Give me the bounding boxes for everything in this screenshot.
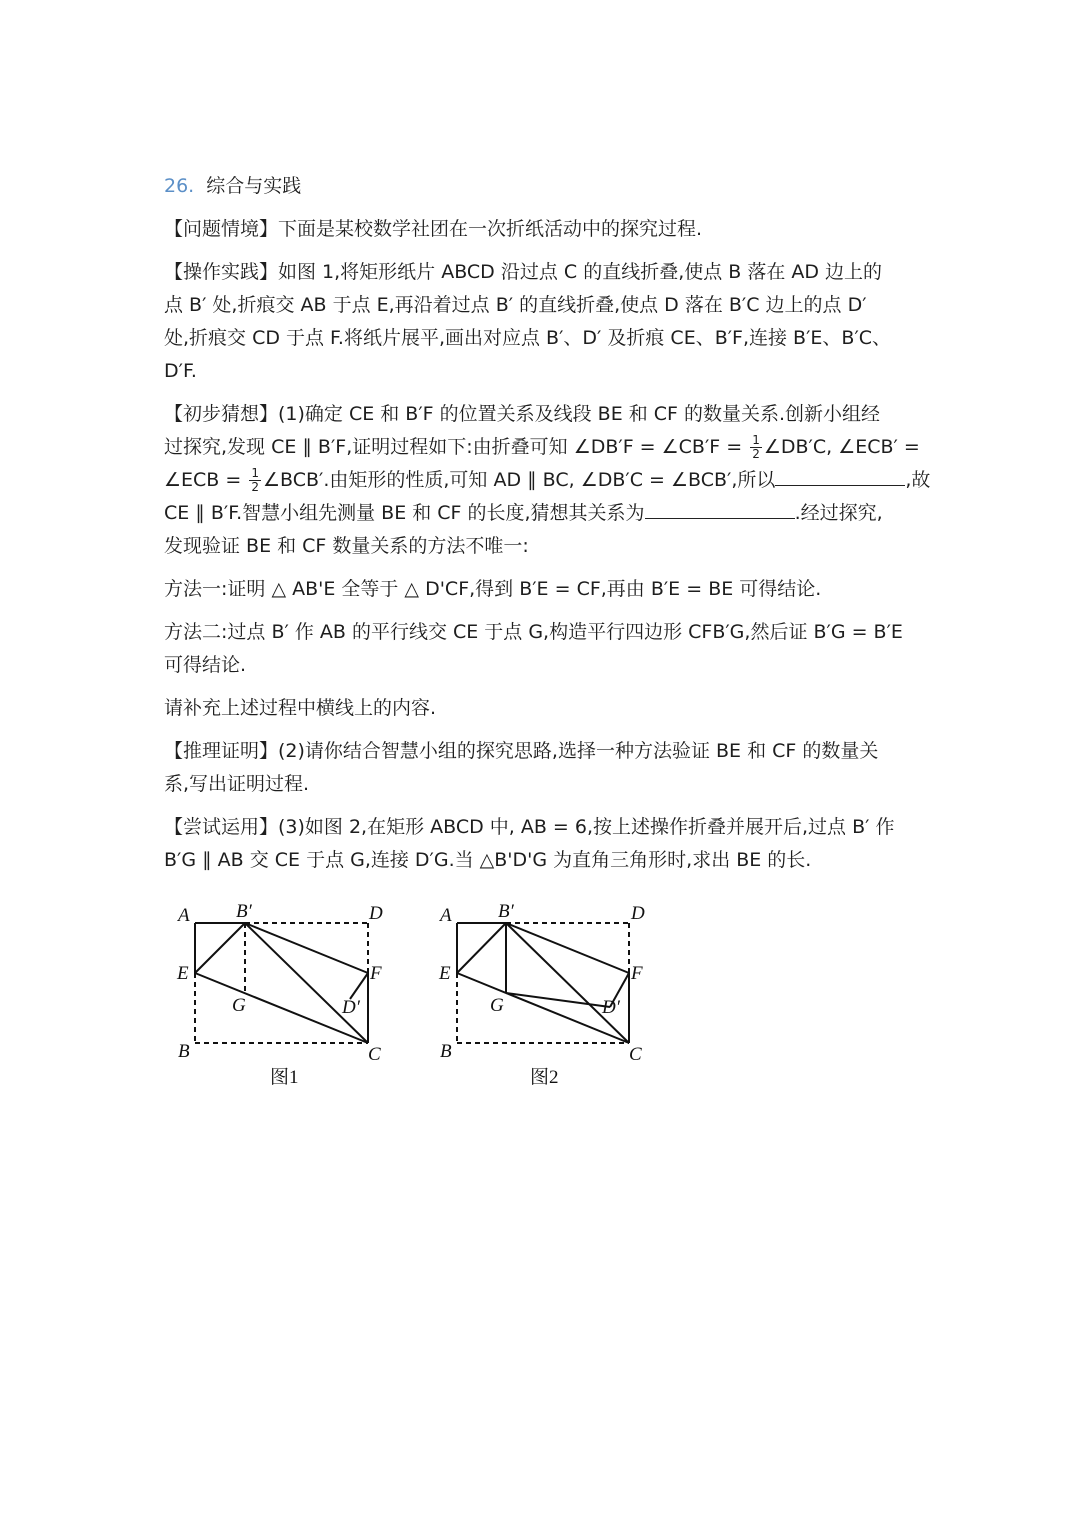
text-line: 点 B′ 处,折痕交 AB 于点 E,再沿着过点 B′ 的直线折叠,使点 D 落在 B′C 边上的点 D′ xyxy=(164,294,867,316)
fill-instruction xyxy=(164,692,924,725)
caption-figure-2: 图2 xyxy=(530,1067,559,1088)
figures xyxy=(170,895,670,1095)
text-line: 请补充上述过程中横线上的内容. xyxy=(164,697,437,719)
question-header xyxy=(164,170,924,203)
text-line: 【操作实践】如图 1,将矩形纸片 ABCD 沿过点 C 的直线折叠,使点 B 落在 AD 边上的 xyxy=(164,261,883,283)
label-C: C xyxy=(368,1044,381,1065)
initial-conjecture xyxy=(164,398,931,563)
label-E: E xyxy=(177,963,189,984)
label-F: F xyxy=(631,963,643,984)
text-segment: CE ∥ B′F.智慧小组先测量 BE 和 CF 的长度,猜想其关系为 xyxy=(164,502,645,524)
answer-blank-2[interactable] xyxy=(645,498,795,519)
segment-EB1 xyxy=(195,923,245,973)
figure-1 xyxy=(195,923,368,1043)
question-body xyxy=(164,170,931,887)
label-D-prime: D′ xyxy=(602,997,620,1018)
text-line: 处,折痕交 CD 于点 F.将纸片展平,画出对应点 B′、D′ 及折痕 CE、B′F,连接 B′E、B′C、 xyxy=(164,327,892,349)
label-B-prime: B′ xyxy=(498,901,514,922)
try-application xyxy=(164,811,924,877)
geometry-figures xyxy=(170,895,670,1095)
label-A: A xyxy=(440,905,452,926)
operation-practice xyxy=(164,256,924,388)
text-line xyxy=(164,464,931,497)
text-line: 方法一:证明 △ AB'E 全等于 △ D'CF,得到 B′E = CF,再由 B′E = BE 可得结论. xyxy=(164,578,822,600)
segment-B1C xyxy=(506,923,629,1043)
segment-B1C xyxy=(245,923,368,1043)
fraction-denominator: 2 xyxy=(752,447,760,461)
text-line xyxy=(164,497,924,530)
fraction-numerator: 1 xyxy=(752,433,760,447)
text-line: 【推理证明】(2)请你结合智慧小组的探究思路,选择一种方法验证 BE 和 CF 的数量关 xyxy=(164,740,879,762)
segment-B1F xyxy=(245,923,368,973)
text-line: 系,写出证明过程. xyxy=(164,773,310,795)
method-one xyxy=(164,573,924,606)
segment-EB1 xyxy=(457,923,506,973)
text-line: 发现验证 BE 和 CF 数量关系的方法不唯一: xyxy=(164,535,529,557)
fraction-one-half xyxy=(750,434,762,461)
label-C: C xyxy=(629,1044,642,1065)
text-line xyxy=(164,431,924,464)
label-D-prime: D′ xyxy=(342,997,360,1018)
problem-context xyxy=(164,213,924,246)
label-A: A xyxy=(178,905,190,926)
reasoning-proof xyxy=(164,735,924,801)
question-number: 26. xyxy=(164,175,195,197)
answer-blank-1[interactable] xyxy=(775,465,905,486)
label-F: F xyxy=(370,963,382,984)
text-line: 【尝试运用】(3)如图 2,在矩形 ABCD 中, AB = 6,按上述操作折叠并展开后,过点 B′ 作 xyxy=(164,816,895,838)
text-segment: ,故 xyxy=(905,469,931,491)
text-line: 【问题情境】下面是某校数学社团在一次折纸活动中的探究过程. xyxy=(164,218,703,240)
segment-B1F xyxy=(506,923,629,973)
text-segment: ∠ECB = xyxy=(164,469,248,491)
fraction-one-half xyxy=(249,467,261,494)
figure-2 xyxy=(457,923,629,1043)
label-E: E xyxy=(439,963,451,984)
label-B: B xyxy=(178,1041,190,1062)
caption-figure-1: 图1 xyxy=(270,1067,299,1088)
text-line: B′G ∥ AB 交 CE 于点 G,连接 D′G.当 △B'D'G 为直角三角形时,求出 BE 的长. xyxy=(164,849,812,871)
method-two xyxy=(164,616,924,682)
label-G: G xyxy=(490,995,504,1016)
text-segment: ∠BCB′.由矩形的性质,可知 AD ∥ BC, ∠DB′C = ∠BCB′,所以 xyxy=(262,469,776,491)
label-D: D xyxy=(369,903,383,924)
label-G: G xyxy=(232,995,246,1016)
text-line: 可得结论. xyxy=(164,654,247,676)
figure-2-labels xyxy=(438,901,645,1088)
text-line: 方法二:过点 B′ 作 AB 的平行线交 CE 于点 G,构造平行四边形 CFB′G,然后证 B′G = B′E xyxy=(164,621,903,643)
fraction-numerator: 1 xyxy=(251,466,259,480)
label-B: B xyxy=(440,1041,452,1062)
text-segment: ∠DB′C, ∠ECB′ = xyxy=(763,436,920,458)
text-segment: .经过探究, xyxy=(794,502,883,524)
segment-FD1 xyxy=(350,973,368,999)
label-D: D xyxy=(631,903,645,924)
fraction-denominator: 2 xyxy=(251,480,259,494)
text-segment: 过探究,发现 CE ∥ B′F,证明过程如下:由折叠可知 ∠DB′F = ∠CB′F = xyxy=(164,436,749,458)
question-title: 综合与实践 xyxy=(206,175,302,197)
text-line: D′F. xyxy=(164,360,197,382)
label-B-prime: B′ xyxy=(236,901,252,922)
text-line: 【初步猜想】(1)确定 CE 和 B′F 的位置关系及线段 BE 和 CF 的数量关系.创新小组经 xyxy=(164,403,881,425)
